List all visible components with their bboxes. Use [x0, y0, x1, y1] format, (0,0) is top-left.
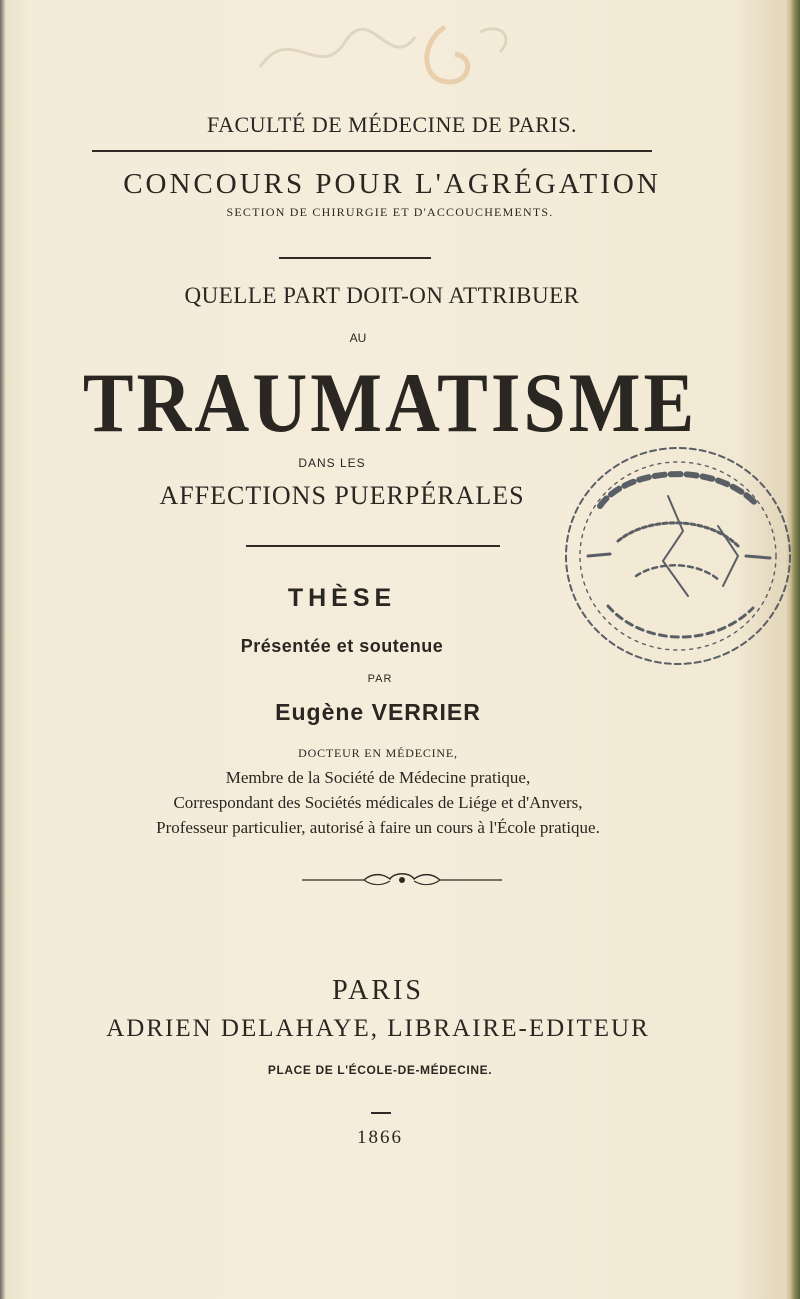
docteur-line: DOCTEUR EN MÉDECINE, [298, 746, 458, 760]
faint-signature-mark [250, 12, 530, 92]
imprint-city: PARIS [332, 975, 424, 1006]
section-line: SECTION DE CHIRURGIE ET D'ACCOUCHEMENTS. [226, 205, 554, 219]
credential-line: Correspondant des Sociétés médicales de Liége et d'Anvers, [173, 793, 583, 812]
these-rule [246, 545, 500, 547]
imprint-year: 1866 [357, 1127, 403, 1148]
au-line: AU [349, 331, 367, 345]
credential-line: Membre de la Société de Médecine pratique, [225, 768, 531, 787]
short-rule [371, 1112, 391, 1114]
credential-line: Professeur particulier, autorisé à faire un cours à l'École pratique. [156, 818, 600, 837]
main-title: TRAUMATISME [82, 356, 698, 451]
top-rule [92, 150, 652, 152]
presentee-line: Présentée et soutenue [240, 636, 444, 656]
middle-rule [279, 257, 431, 259]
these-heading: THÈSE [287, 584, 397, 612]
concours-heading: CONCOURS POUR L'AGRÉGATION [123, 168, 661, 200]
par-line: PAR [367, 673, 393, 685]
imprint-address: PLACE DE L'ÉCOLE-DE-MÉDECINE. [267, 1063, 493, 1077]
question-line: QUELLE PART DOIT-ON ATTRIBUER [184, 283, 580, 308]
author-name: Eugène VERRIER [275, 699, 481, 725]
ornament-divider [302, 870, 502, 890]
library-stamp [548, 436, 800, 676]
dans-les-line: DANS LES [298, 456, 366, 470]
imprint-publisher: ADRIEN DELAHAYE, LIBRAIRE-EDITEUR [106, 1015, 650, 1042]
subtitle: AFFECTIONS PUERPÉRALES [159, 481, 525, 510]
faculty-heading: FACULTÉ DE MÉDECINE DE PARIS. [207, 112, 577, 137]
